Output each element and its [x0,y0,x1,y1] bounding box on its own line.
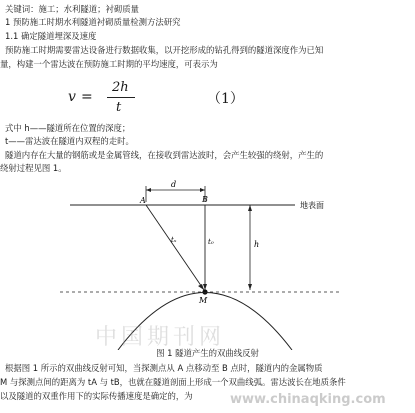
subsection-title: 1.1 确定隧道埋深及速度 [5,31,97,41]
paragraph-1-line-1: 预防施工时期需要雷达设备进行数据收集，以开挖形成的钻孔得到的隧道深度作为已知 [5,45,324,55]
label-M: M [199,296,208,305]
watermark-url: www.chinaqking.com [230,392,386,407]
label-tx: tₓ [171,236,177,244]
label-d: d [171,180,177,189]
equation-number: （1） [207,91,244,107]
definition-h: 式中 h——隧道所在位置的深度； [5,123,131,133]
ray-tx-arrow [198,284,204,290]
definition-t: t——雷达波在隧道内双程的走时。 [5,136,134,146]
paragraph-3-line-3: 以及隧道的双重作用下的实际传播速度是确定的，为 [0,391,193,401]
label-A: A [140,196,146,205]
section-title: 1 预防施工时期水利隧道衬砌质量检测方法研究 [5,17,181,27]
watermark-text: 中国期刊网 [95,325,226,350]
label-t0: t₀ [208,238,214,246]
arrow-right [200,188,205,192]
label-B: B [202,195,208,204]
arrow-left [146,188,151,192]
paragraph-1-line-2: 量，构建一个雷达波在预防施工时期的平均速度，可表示为 [0,59,218,69]
figure-caption: 图 1 隧道产生的双曲线反射 [156,348,259,358]
depth-arrow-bottom [248,284,252,290]
label-surface: 地表面 [300,201,324,210]
depth-arrow-top [248,205,252,211]
fraction-bar [107,97,135,98]
paragraph-2-line-2: 绕射过程见图 1。 [0,163,67,173]
ray-tx [146,205,204,290]
paragraph-3-line-1: 根据图 1 所示的双曲线反射可知，当探测点从 A 点移动至 B 点时，隧道内的金属物质 [5,363,323,373]
formula-lhs: v [68,89,76,105]
label-h: h [254,240,260,249]
keywords-line: 关键词：施工；水利隧道；衬砌质量 [5,4,139,14]
paragraph-2-line-1: 隧道内存在大量的钢筋或是金属管线，在接收到雷达波时，会产生较强的绕射，产生的 [5,150,324,160]
formula-numerator: 2h [112,80,129,95]
paragraph-3-line-2: M 与探测点间的距离为 tA 与 tB，也就在隧道剖面上形成一个双曲线弧。雷达波长在地质条件 [0,377,346,387]
formula-equals: = [81,89,93,105]
formula-denominator: t [116,100,122,115]
